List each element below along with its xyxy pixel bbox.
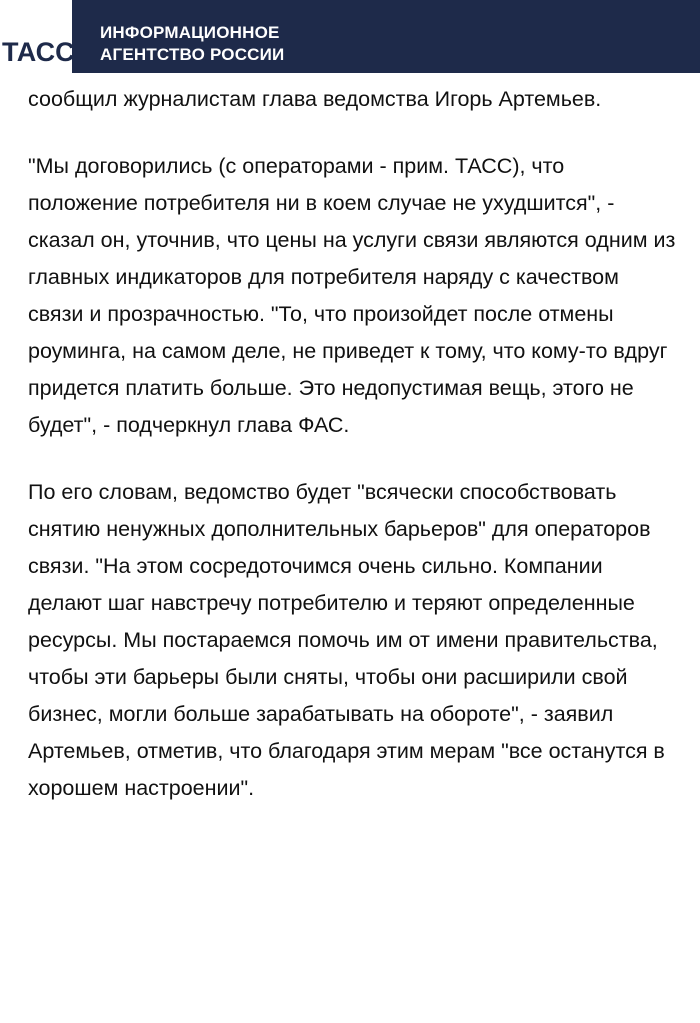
tass-logo[interactable]: [0, 0, 75, 73]
tagline-line-2: АГЕНТСТВО РОССИИ: [100, 45, 285, 64]
article-paragraph: сообщил журналистам глава ведомства Игорь Артемьев.: [28, 87, 602, 111]
article-paragraph: По его словам, ведомство будет "всячески способствовать снятию ненужных дополнительных барьеров" для операторов связи. "На этом сосредоточимся очень сильно. Компании делают шаг навстречу потребителю и теряют определенные ресурсы. Мы постараемся помочь им от имени правительства, чтобы эти барьеры были сняты, чтобы они расширили свой бизнес, могли больше зарабатывать на обороте", - заявил Артемьев, отметив, что благодаря этим мерам "все останутся в хорошем настроении".: [28, 480, 665, 800]
article-body: [28, 81, 678, 807]
site-tagline: [100, 22, 520, 66]
article-paragraph: "Мы договорились (с операторами - прим. ТАСС), что положение потребителя ни в коем случае не ухудшится", - сказал он, уточнив, что цены на услуги связи являются одним из главных индикаторов для потребителя наряду с качеством связи и прозрачностью. "То, что произойдет после отмены роуминга, на самом деле, не приведет к тому, что кому-то вдруг придется платить больше. Это недопустимая вещь, этого не будет", - подчеркнул глава ФАС.: [28, 154, 676, 437]
site-header: [0, 0, 700, 73]
tagline-line-1: ИНФОРМАЦИОННОЕ: [100, 23, 280, 42]
logo-text: ТАСС: [2, 37, 75, 67]
